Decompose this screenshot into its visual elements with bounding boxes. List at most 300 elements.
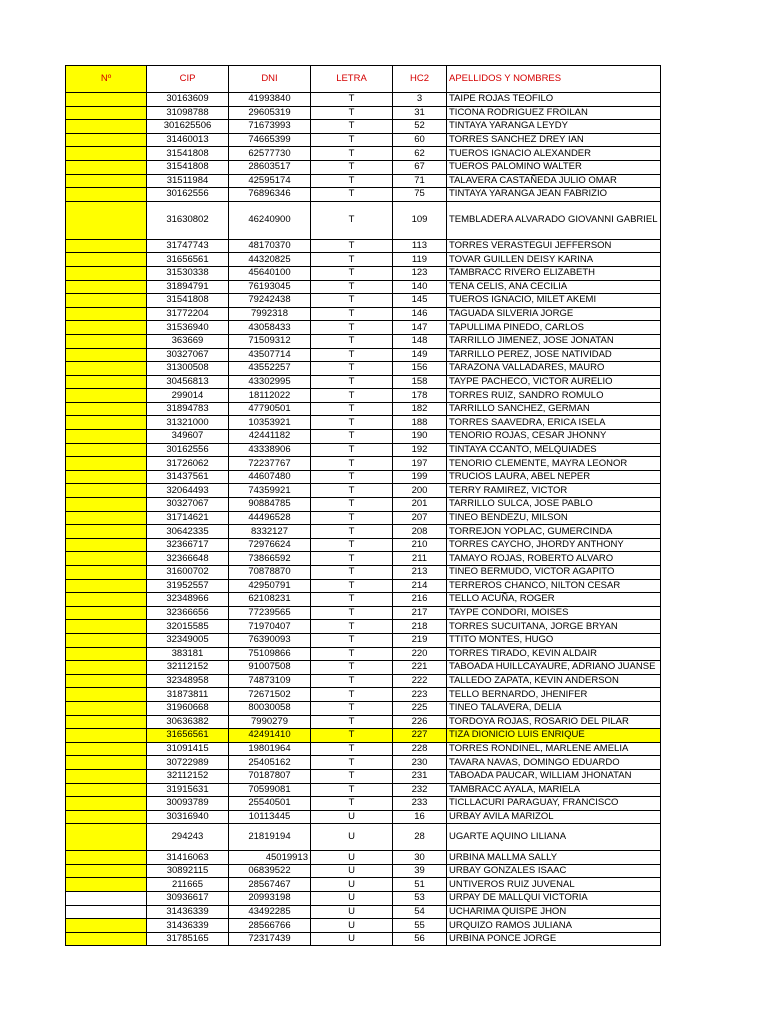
cell-dni: 72976624 [229,538,311,552]
cell-no [66,389,147,403]
header-letra: LETRA [311,66,393,93]
cell-dni: 42950791 [229,579,311,593]
cell-letra: T [311,470,393,484]
cell-hc2: 30 [393,851,447,865]
cell-cip: 30892115 [147,864,229,878]
table-row [66,552,661,566]
cell-cip: 31530338 [147,266,229,280]
cell-hc2: 213 [393,566,447,580]
cell-apellidos-nombres: TAVARA NAVAS, DOMINGO EDUARDO [447,756,661,770]
cell-no [66,688,147,702]
cell-hc2: 188 [393,416,447,430]
cell-apellidos-nombres: TALLEDO ZAPATA, KEVIN ANDERSON [447,674,661,688]
cell-cip: 32366648 [147,552,229,566]
table-row [66,133,661,147]
cell-letra: U [311,905,393,919]
table-row [66,620,661,634]
cell-dni: 43302995 [229,375,311,389]
cell-no [66,362,147,376]
cell-dni: 91007508 [229,661,311,675]
cell-dni: 42595174 [229,174,311,188]
cell-letra: T [311,375,393,389]
cell-dni: 41993840 [229,93,311,107]
cell-dni: 43058433 [229,321,311,335]
table-row [66,498,661,512]
cell-hc2: 55 [393,919,447,933]
cell-dni: 62108231 [229,593,311,607]
cell-letra: U [311,824,393,851]
cell-letra: T [311,457,393,471]
cell-apellidos-nombres: TAMBRACC AYALA, MARIELA [447,783,661,797]
cell-hc2: 146 [393,307,447,321]
cell-hc2: 178 [393,389,447,403]
cell-dni: 70878870 [229,566,311,580]
cell-dni: 44607480 [229,470,311,484]
cell-letra: T [311,538,393,552]
cell-no [66,756,147,770]
cell-hc2: 219 [393,633,447,647]
cell-no [66,430,147,444]
cell-letra: T [311,402,393,416]
cell-hc2: 200 [393,484,447,498]
cell-hc2: 230 [393,756,447,770]
cell-apellidos-nombres: TARRILLO SULCA, JOSE PABLO [447,498,661,512]
cell-apellidos-nombres: TORREJON YOPLAC, GUMERCINDA [447,525,661,539]
cell-apellidos-nombres: TINEO BENDEZU, MILSON [447,511,661,525]
cell-apellidos-nombres: URBINA PONCE JORGE [447,932,661,946]
cell-apellidos-nombres: TORRES CAYCHO, JHORDY ANTHONY [447,538,661,552]
cell-dni: 76390093 [229,633,311,647]
cell-hc2: 190 [393,430,447,444]
cell-cip: 31915631 [147,783,229,797]
cell-hc2: 211 [393,552,447,566]
cell-cip: 31894791 [147,280,229,294]
table-row [66,375,661,389]
cell-cip: 294243 [147,824,229,851]
cell-dni: 10113445 [229,810,311,824]
cell-dni: 8332127 [229,525,311,539]
cell-dni: 42441182 [229,430,311,444]
table-row [66,321,661,335]
cell-cip: 31511984 [147,174,229,188]
cell-dni: 7990279 [229,715,311,729]
cell-hc2: 208 [393,525,447,539]
cell-apellidos-nombres: TORRES SANCHEZ DREY IAN [447,133,661,147]
table-row [66,348,661,362]
cell-dni: 43338906 [229,443,311,457]
cell-letra: T [311,715,393,729]
cell-dni: 44320825 [229,253,311,267]
cell-dni: 43492285 [229,905,311,919]
cell-dni: 06839522 [229,864,311,878]
table-row [66,892,661,906]
cell-cip: 31873811 [147,688,229,702]
cell-apellidos-nombres: TARRILLO PEREZ, JOSE NATIVIDAD [447,348,661,362]
cell-no [66,769,147,783]
table-row [66,307,661,321]
cell-hc2: 75 [393,188,447,202]
cell-hc2: 51 [393,878,447,892]
cell-dni: 75109866 [229,647,311,661]
cell-no [66,905,147,919]
cell-hc2: 222 [393,674,447,688]
cell-letra: U [311,892,393,906]
cell-cip: 32348966 [147,593,229,607]
cell-cip: 211665 [147,878,229,892]
cell-no [66,606,147,620]
table-row [66,294,661,308]
cell-apellidos-nombres: TERREROS CHANCO, NILTON CESAR [447,579,661,593]
cell-no [66,783,147,797]
cell-letra: T [311,201,393,239]
cell-hc2: 113 [393,239,447,253]
cell-cip: 30636382 [147,715,229,729]
cell-letra: T [311,566,393,580]
cell-cip: 32366717 [147,538,229,552]
cell-dni: 42491410 [229,729,311,743]
cell-cip: 31321000 [147,416,229,430]
cell-apellidos-nombres: TERRY RAMIREZ, VICTOR [447,484,661,498]
cell-cip: 32112152 [147,661,229,675]
cell-no [66,416,147,430]
roster-table [65,65,661,946]
cell-apellidos-nombres: UNTIVEROS RUIZ JUVENAL [447,878,661,892]
cell-no [66,729,147,743]
table-row [66,266,661,280]
header-row [66,66,661,93]
cell-letra: T [311,93,393,107]
cell-hc2: 216 [393,593,447,607]
cell-cip: 32112152 [147,769,229,783]
cell-dni: 71673993 [229,120,311,134]
table-row [66,647,661,661]
cell-cip: 30162556 [147,443,229,457]
cell-cip: 383181 [147,647,229,661]
cell-cip: 31436339 [147,919,229,933]
cell-letra: T [311,253,393,267]
cell-cip: 31747743 [147,239,229,253]
cell-hc2: 140 [393,280,447,294]
cell-dni: 74873109 [229,674,311,688]
cell-apellidos-nombres: TICLLACURI PARAGUAY, FRANCISCO [447,797,661,811]
cell-apellidos-nombres: TABOADA HUILLCAYAURE, ADRIANO JUANSE [447,661,661,675]
cell-no [66,498,147,512]
cell-letra: T [311,334,393,348]
cell-no [66,525,147,539]
cell-letra: U [311,932,393,946]
cell-cip: 30642335 [147,525,229,539]
cell-no [66,593,147,607]
table-row [66,606,661,620]
cell-cip: 299014 [147,389,229,403]
cell-apellidos-nombres: TORDOYA ROJAS, ROSARIO DEL PILAR [447,715,661,729]
cell-apellidos-nombres: TARAZONA VALLADARES, MAURO [447,362,661,376]
cell-cip: 349607 [147,430,229,444]
cell-apellidos-nombres: UCHARIMA QUISPE JHON [447,905,661,919]
cell-hc2: 156 [393,362,447,376]
cell-dni: 21819194 [229,824,311,851]
cell-apellidos-nombres: TORRES RUIZ, SANDRO ROMULO [447,389,661,403]
cell-apellidos-nombres: TELLO ACUÑA, ROGER [447,593,661,607]
cell-hc2: 109 [393,201,447,239]
cell-no [66,552,147,566]
cell-cip: 31541808 [147,147,229,161]
cell-letra: T [311,174,393,188]
cell-apellidos-nombres: TENORIO CLEMENTE, MAYRA LEONOR [447,457,661,471]
cell-letra: T [311,133,393,147]
cell-no [66,742,147,756]
cell-apellidos-nombres: TORRES SAAVEDRA, ERICA ISELA [447,416,661,430]
cell-letra: T [311,307,393,321]
cell-letra: T [311,579,393,593]
cell-letra: T [311,742,393,756]
cell-letra: T [311,239,393,253]
cell-no [66,133,147,147]
cell-apellidos-nombres: TAPULLIMA PINEDO, CARLOS [447,321,661,335]
cell-dni: 28567467 [229,878,311,892]
cell-cip: 30327067 [147,498,229,512]
table-row [66,160,661,174]
cell-cip: 32366656 [147,606,229,620]
cell-hc2: 158 [393,375,447,389]
table-row [66,174,661,188]
cell-letra: T [311,389,393,403]
cell-no [66,280,147,294]
table-row [66,701,661,715]
cell-letra: U [311,864,393,878]
cell-hc2: 60 [393,133,447,147]
cell-hc2: 220 [393,647,447,661]
cell-hc2: 31 [393,106,447,120]
cell-letra: T [311,147,393,161]
cell-letra: T [311,606,393,620]
cell-no [66,674,147,688]
cell-cip: 30722989 [147,756,229,770]
header-cip: CIP [147,66,229,93]
cell-dni: 10353921 [229,416,311,430]
cell-cip: 30936617 [147,892,229,906]
cell-dni: 70187807 [229,769,311,783]
cell-cip: 30327067 [147,348,229,362]
cell-cip: 363669 [147,334,229,348]
cell-dni: 46240900 [229,201,311,239]
table-row [66,783,661,797]
cell-dni: 76896346 [229,188,311,202]
cell-apellidos-nombres: TAMAYO ROJAS, ROBERTO ALVARO [447,552,661,566]
cell-letra: T [311,620,393,634]
cell-dni: 25405162 [229,756,311,770]
cell-letra: T [311,362,393,376]
cell-no [66,174,147,188]
cell-cip: 30163609 [147,93,229,107]
cell-cip: 31091415 [147,742,229,756]
cell-cip: 31300508 [147,362,229,376]
cell-hc2: 28 [393,824,447,851]
table-row [66,769,661,783]
cell-hc2: 228 [393,742,447,756]
table-row [66,878,661,892]
cell-apellidos-nombres: TINTAYA YARANGA JEAN FABRIZIO [447,188,661,202]
table-row [66,93,661,107]
cell-no [66,797,147,811]
cell-no [66,538,147,552]
cell-apellidos-nombres: TALAVERA CASTAÑEDA JULIO OMAR [447,174,661,188]
cell-letra: T [311,188,393,202]
cell-hc2: 223 [393,688,447,702]
cell-no [66,160,147,174]
cell-dni: 7992318 [229,307,311,321]
cell-no [66,307,147,321]
table-row [66,188,661,202]
cell-cip: 30456813 [147,375,229,389]
cell-apellidos-nombres: URBAY AVILA MARIZOL [447,810,661,824]
cell-no [66,188,147,202]
cell-apellidos-nombres: TARRILLO JIMENEZ, JOSE JONATAN [447,334,661,348]
table-row [66,742,661,756]
table-row [66,484,661,498]
cell-no [66,661,147,675]
table-row [66,579,661,593]
cell-letra: T [311,633,393,647]
table-row [66,525,661,539]
cell-hc2: 201 [393,498,447,512]
table-row [66,824,661,851]
cell-letra: T [311,106,393,120]
cell-no [66,892,147,906]
cell-hc2: 231 [393,769,447,783]
cell-dni: 45640100 [229,266,311,280]
table-row [66,253,661,267]
cell-apellidos-nombres: URQUIZO RAMOS JULIANA [447,919,661,933]
cell-letra: U [311,810,393,824]
cell-hc2: 67 [393,160,447,174]
cell-dni: 19801964 [229,742,311,756]
cell-no [66,120,147,134]
cell-apellidos-nombres: TTITO MONTES, HUGO [447,633,661,647]
cell-hc2: 39 [393,864,447,878]
cell-hc2: 233 [393,797,447,811]
cell-no [66,375,147,389]
cell-letra: T [311,430,393,444]
table-row [66,593,661,607]
cell-letra: T [311,552,393,566]
cell-apellidos-nombres: TUEROS IGNACIO, MILET AKEMI [447,294,661,308]
cell-hc2: 192 [393,443,447,457]
table-row [66,470,661,484]
table-row [66,201,661,239]
cell-dni: 47790501 [229,402,311,416]
cell-no [66,93,147,107]
cell-apellidos-nombres: TORRES VERASTEGUI JEFFERSON [447,239,661,253]
table-row [66,633,661,647]
table-row [66,810,661,824]
cell-apellidos-nombres: URBINA MALLMA SALLY [447,851,661,865]
cell-letra: T [311,783,393,797]
table-row [66,362,661,376]
cell-no [66,470,147,484]
cell-cip: 31656561 [147,729,229,743]
cell-letra: T [311,769,393,783]
table-row [66,729,661,743]
cell-dni: 25540501 [229,797,311,811]
cell-hc2: 148 [393,334,447,348]
cell-cip: 30093789 [147,797,229,811]
cell-letra: U [311,919,393,933]
cell-hc2: 226 [393,715,447,729]
cell-letra: T [311,688,393,702]
table-row [66,457,661,471]
cell-letra: T [311,701,393,715]
cell-no [66,851,147,865]
cell-cip: 31960668 [147,701,229,715]
cell-apellidos-nombres: TEMBLADERA ALVARADO GIOVANNI GABRIEL [447,201,661,239]
cell-no [66,511,147,525]
cell-hc2: 145 [393,294,447,308]
cell-letra: T [311,756,393,770]
cell-letra: T [311,647,393,661]
table-row [66,566,661,580]
cell-hc2: 227 [393,729,447,743]
cell-hc2: 225 [393,701,447,715]
cell-dni: 18112022 [229,389,311,403]
cell-letra: T [311,511,393,525]
cell-letra: T [311,294,393,308]
table-row [66,106,661,120]
cell-cip: 301625506 [147,120,229,134]
cell-no [66,201,147,239]
cell-no [66,484,147,498]
cell-no [66,334,147,348]
cell-cip: 31630802 [147,201,229,239]
cell-apellidos-nombres: URBAY GONZALES ISAAC [447,864,661,878]
cell-hc2: 210 [393,538,447,552]
cell-no [66,579,147,593]
cell-dni: 76193045 [229,280,311,294]
cell-letra: T [311,160,393,174]
cell-cip: 31541808 [147,160,229,174]
cell-letra: T [311,321,393,335]
table-body [66,93,661,946]
header-hc2: HC2 [393,66,447,93]
cell-cip: 30316940 [147,810,229,824]
cell-cip: 31098788 [147,106,229,120]
cell-no [66,566,147,580]
cell-apellidos-nombres: TORRES RONDINEL, MARLENE AMELIA [447,742,661,756]
cell-letra: T [311,120,393,134]
cell-cip: 31600702 [147,566,229,580]
cell-no [66,443,147,457]
table-row [66,334,661,348]
cell-apellidos-nombres: TINTAYA CCANTO, MELQUIADES [447,443,661,457]
cell-no [66,239,147,253]
cell-apellidos-nombres: TICONA RODRIGUEZ FROILAN [447,106,661,120]
table-row [66,416,661,430]
cell-letra: T [311,674,393,688]
cell-apellidos-nombres: TENA CELIS, ANA CECILIA [447,280,661,294]
cell-letra: T [311,416,393,430]
cell-hc2: 217 [393,606,447,620]
cell-cip: 31460013 [147,133,229,147]
cell-cip: 31894783 [147,402,229,416]
cell-hc2: 119 [393,253,447,267]
cell-no [66,810,147,824]
cell-dni: 74359921 [229,484,311,498]
cell-no [66,932,147,946]
cell-hc2: 182 [393,402,447,416]
cell-letra: T [311,525,393,539]
cell-cip: 31714621 [147,511,229,525]
cell-dni: 28566766 [229,919,311,933]
